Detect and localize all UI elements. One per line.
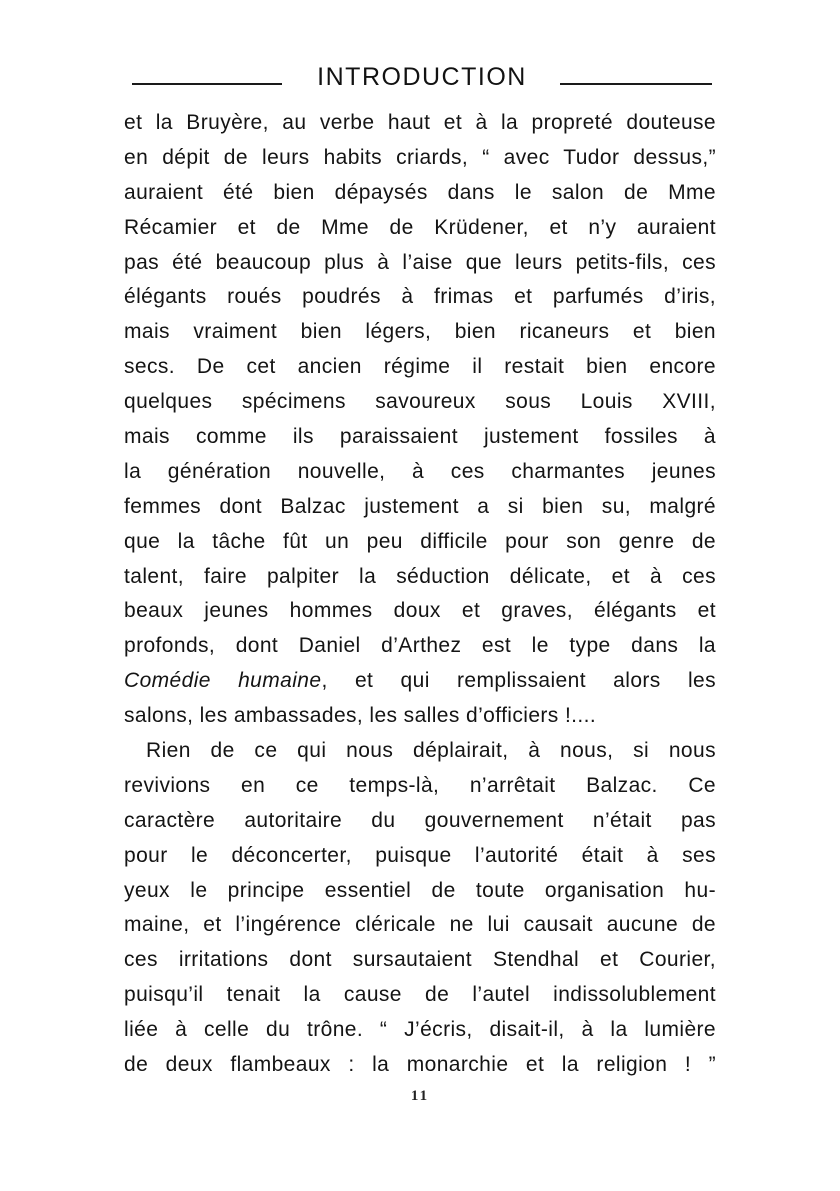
text-line: pas été beaucoup plus à l’aise que leurs petits-fils, ces [124, 250, 716, 274]
text-line: mais comme ils paraissaient justement fossiles à [124, 425, 716, 449]
text-line: ces irritations dont sursautaient Stendhal et Courier, [124, 948, 716, 972]
text-line: yeux le principe essentiel de toute organisation hu- [124, 878, 716, 902]
running-title: INTRODUCTION [317, 63, 527, 91]
running-header [124, 60, 716, 94]
text-line [124, 664, 716, 699]
text-line: maine, et l’ingérence cléricale ne lui causait aucune de [124, 913, 716, 937]
text-line: auraient été bien dépaysés dans le salon de Mme [124, 180, 716, 204]
text-line: pour le déconcerter, puisque l’autorité était à ses [124, 843, 716, 867]
text-line: revivions en ce temps-là, n’arrêtait Balzac. Ce [124, 773, 716, 797]
paragraph-1 [124, 106, 716, 734]
text-line: en dépit de leurs habits criards, “ avec Tudor dessus,” [124, 145, 716, 169]
text-line: liée à celle du trône. “ J’écris, disait-il, à la lumière [124, 1018, 716, 1042]
text-line: beaux jeunes hommes doux et graves, élégants et [124, 599, 716, 623]
text-line: élégants roués poudrés à frimas et parfumés d’iris, [124, 285, 716, 309]
text-line: caractère autoritaire du gouvernement n’était pas [124, 808, 716, 832]
text-line: talent, faire palpiter la séduction délicate, et à ces [124, 564, 716, 588]
text-line: la génération nouvelle, à ces charmantes jeunes [124, 459, 716, 483]
text-line: femmes dont Balzac justement a si bien su, malgré [124, 494, 716, 518]
text-line: Récamier et de Mme de Krüdener, et n’y auraient [124, 215, 716, 239]
text-line: de deux flambeaux : la monarchie et la religion ! ” [124, 1053, 716, 1077]
text-line: mais vraiment bien légers, bien ricaneurs et bien [124, 320, 716, 344]
text-line: et la Bruyère, au verbe haut et à la propreté douteuse [124, 111, 716, 134]
text-line: Rien de ce qui nous déplairait, à nous, si nous [146, 739, 716, 763]
paragraph-2 [124, 734, 716, 1083]
text-line: que la tâche fût un peu difficile pour son genre de [124, 529, 716, 553]
body-text [124, 106, 716, 1083]
text-line: puisqu’il tenait la cause de l’autel indissolublement [124, 983, 716, 1007]
header-rule-left [132, 83, 282, 85]
text-line: profonds, dont Daniel d’Arthez est le type dans la [124, 634, 716, 658]
text-line: secs. De cet ancien régime il restait bien encore [124, 355, 716, 379]
header-rule-right [560, 83, 712, 85]
page-number: 11 [410, 1088, 430, 1104]
italic-title: Comédie humaine [124, 669, 322, 693]
text-line: quelques spécimens savoureux sous Louis XVIII, [124, 390, 716, 414]
text-run: , et qui remplissaient alors les [321, 669, 716, 693]
text-line: salons, les ambassades, les salles d’officiers !.... [124, 704, 597, 728]
